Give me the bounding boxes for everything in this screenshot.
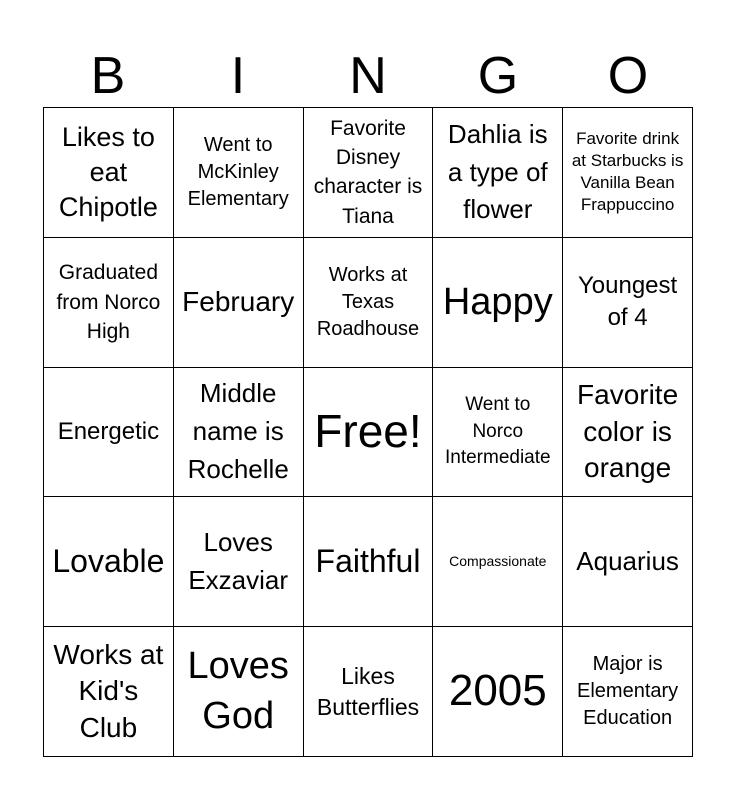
cell-text: Went to McKinley Elementary bbox=[187, 133, 289, 210]
bingo-cell[interactable] bbox=[174, 497, 304, 627]
bingo-cell[interactable] bbox=[433, 627, 563, 757]
bingo-cell[interactable] bbox=[563, 368, 693, 498]
bingo-cell[interactable] bbox=[44, 238, 174, 368]
cell-text: 2005 bbox=[448, 666, 547, 716]
cell-text: Energetic bbox=[57, 417, 160, 445]
cell-text: Favorite Disney character is Tiana bbox=[313, 116, 423, 228]
bingo-cell[interactable] bbox=[44, 497, 174, 627]
cell-text: Works at Kid's Club bbox=[53, 639, 164, 743]
bingo-cell[interactable] bbox=[174, 238, 304, 368]
cell-text: Dahlia is a type of flower bbox=[447, 118, 548, 225]
cell-text: Youngest of 4 bbox=[577, 271, 678, 332]
header-letter-b: B bbox=[90, 47, 126, 105]
bingo-cell[interactable] bbox=[433, 238, 563, 368]
cell-text: Favorite color is orange bbox=[577, 379, 679, 484]
cell-text: Faithful bbox=[315, 542, 421, 579]
bingo-cell[interactable] bbox=[563, 627, 693, 757]
bingo-cell[interactable] bbox=[304, 108, 434, 238]
cell-text: Free! bbox=[314, 405, 422, 458]
header-letter-n: N bbox=[349, 47, 387, 105]
header-letter-g: G bbox=[477, 47, 519, 105]
bingo-cell[interactable] bbox=[433, 497, 563, 627]
cell-text: Happy bbox=[442, 280, 553, 323]
bingo-cell[interactable] bbox=[304, 627, 434, 757]
cell-text: Loves God bbox=[187, 645, 289, 737]
bingo-cell[interactable] bbox=[44, 368, 174, 498]
free-space[interactable] bbox=[304, 368, 434, 498]
cell-text: Favorite drink at Starbucks is Vanilla Bean Frappuccino bbox=[571, 129, 684, 215]
cell-text: Graduated from Norco High bbox=[56, 261, 161, 343]
cell-text: Lovable bbox=[52, 542, 165, 579]
cell-text: Likes to eat Chipotle bbox=[58, 121, 158, 222]
header-letter-o: O bbox=[607, 47, 649, 105]
cell-text: Loves Exzaviar bbox=[188, 527, 289, 595]
header-letter-i: I bbox=[230, 47, 246, 105]
bingo-cell[interactable] bbox=[174, 368, 304, 498]
bingo-cell[interactable] bbox=[563, 108, 693, 238]
bingo-cell[interactable] bbox=[433, 108, 563, 238]
bingo-cell[interactable] bbox=[44, 627, 174, 757]
bingo-cell[interactable] bbox=[44, 108, 174, 238]
bingo-cell[interactable] bbox=[433, 368, 563, 498]
cell-text: Middle name is Rochelle bbox=[187, 378, 289, 484]
cell-text: February bbox=[182, 286, 295, 317]
bingo-cell[interactable] bbox=[304, 238, 434, 368]
bingo-cell[interactable] bbox=[174, 108, 304, 238]
bingo-board bbox=[43, 107, 693, 757]
bingo-cell[interactable] bbox=[563, 238, 693, 368]
cell-text: Works at Texas Roadhouse bbox=[316, 263, 420, 340]
cell-text: Likes Butterflies bbox=[316, 662, 420, 720]
cell-text: Compassionate bbox=[449, 553, 547, 570]
bingo-cell[interactable] bbox=[304, 497, 434, 627]
bingo-cell[interactable] bbox=[563, 497, 693, 627]
cell-text: Major is Elementary Education bbox=[577, 653, 679, 730]
cell-text: Went to Norco Intermediate bbox=[444, 394, 551, 469]
bingo-header bbox=[43, 48, 693, 104]
cell-text: Aquarius bbox=[576, 545, 679, 576]
bingo-cell[interactable] bbox=[174, 627, 304, 757]
